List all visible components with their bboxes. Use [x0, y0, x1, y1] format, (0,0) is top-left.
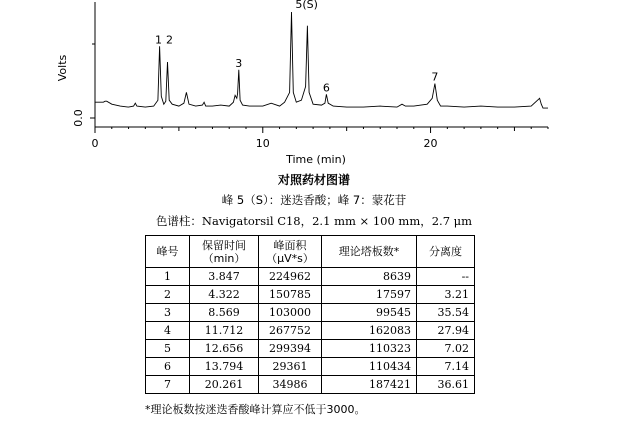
- cell-peak-no: 3: [146, 304, 190, 322]
- table-row: [146, 286, 475, 304]
- y-axis-label: Volts: [56, 54, 69, 82]
- cell-retention-time: 12.656: [190, 340, 259, 358]
- header-resolution: 分离度: [417, 236, 475, 268]
- cell-theoretical-plates: 17597: [322, 286, 417, 304]
- cell-resolution: 7.14: [417, 358, 475, 376]
- cell-theoretical-plates: 162083: [322, 322, 417, 340]
- cell-peak-no: 4: [146, 322, 190, 340]
- cell-retention-time: 13.794: [190, 358, 259, 376]
- table-row: [146, 376, 475, 394]
- header-peak-no: 峰号: [146, 236, 190, 268]
- cell-theoretical-plates: 99545: [322, 304, 417, 322]
- cell-retention-time: 8.569: [190, 304, 259, 322]
- cell-resolution: --: [417, 268, 475, 286]
- peak-label: 6: [322, 81, 330, 95]
- peak-table: [145, 235, 475, 394]
- x-tick-label: 10: [255, 137, 270, 150]
- table-row: [146, 322, 475, 340]
- table-row: [146, 304, 475, 322]
- peak-label: 1: [155, 33, 163, 47]
- table-header-row: [146, 236, 475, 268]
- cell-peak-no: 1: [146, 268, 190, 286]
- cell-resolution: 27.94: [417, 322, 475, 340]
- header-theoretical-plates: 理论塔板数*: [322, 236, 417, 268]
- cell-peak-no: 7: [146, 376, 190, 394]
- cell-peak-no: 6: [146, 358, 190, 376]
- cell-peak-area: 29361: [259, 358, 322, 376]
- cell-peak-area: 34986: [259, 376, 322, 394]
- cell-peak-area: 103000: [259, 304, 322, 322]
- x-axis-label: Time (min): [286, 153, 346, 166]
- column-spec: Navigatorsil C18，2.1 mm × 100 mm，2.7 μm: [201, 214, 473, 228]
- chart-ticks: [72, 44, 548, 150]
- footnote: *理论板数按迷迭香酸峰计算应不低于3000。: [145, 403, 366, 416]
- cell-resolution: 36.61: [417, 376, 475, 394]
- table-body: [146, 268, 475, 394]
- peak-label: 5(S): [295, 0, 318, 11]
- peak-label: 3: [235, 56, 243, 70]
- column-label: 色谱柱：: [155, 214, 202, 228]
- cell-theoretical-plates: 110323: [322, 340, 417, 358]
- chromatogram-trace: [95, 12, 548, 108]
- cell-retention-time: 20.261: [190, 376, 259, 394]
- cell-retention-time: 4.322: [190, 286, 259, 304]
- y-tick-label: 0.0: [72, 109, 85, 127]
- cell-theoretical-plates: 8639: [322, 268, 417, 286]
- cell-peak-area: 224962: [259, 268, 322, 286]
- peak-labels: [155, 0, 438, 94]
- peak-label: 2: [166, 33, 174, 47]
- table-row: [146, 358, 475, 376]
- figure-title: 对照药材图谱: [277, 173, 350, 187]
- cell-peak-area: 150785: [259, 286, 322, 304]
- cell-retention-time: 11.712: [190, 322, 259, 340]
- chart-axes: [95, 2, 548, 127]
- cell-peak-area: 267752: [259, 322, 322, 340]
- cell-peak-area: 299394: [259, 340, 322, 358]
- peak-label: 7: [431, 70, 439, 84]
- header-peak-area: 峰面积 （μV*s）: [259, 236, 322, 268]
- table-row: [146, 268, 475, 286]
- cell-peak-no: 2: [146, 286, 190, 304]
- cell-theoretical-plates: 110434: [322, 358, 417, 376]
- figure-subtitle: 峰 5（S）：迷迭香酸；峰 7：蒙花苷: [221, 193, 407, 207]
- cell-resolution: 3.21: [417, 286, 475, 304]
- cell-theoretical-plates: 187421: [322, 376, 417, 394]
- cell-peak-no: 5: [146, 340, 190, 358]
- cell-resolution: 35.54: [417, 304, 475, 322]
- header-retention-time: 保留时间 （min）: [190, 236, 259, 268]
- cell-retention-time: 3.847: [190, 268, 259, 286]
- cell-resolution: 7.02: [417, 340, 475, 358]
- x-tick-label: 20: [423, 137, 438, 150]
- table-row: [146, 340, 475, 358]
- chromatogram: [0, 0, 628, 172]
- column-info: [0, 213, 628, 229]
- x-tick-label: 0: [91, 137, 99, 150]
